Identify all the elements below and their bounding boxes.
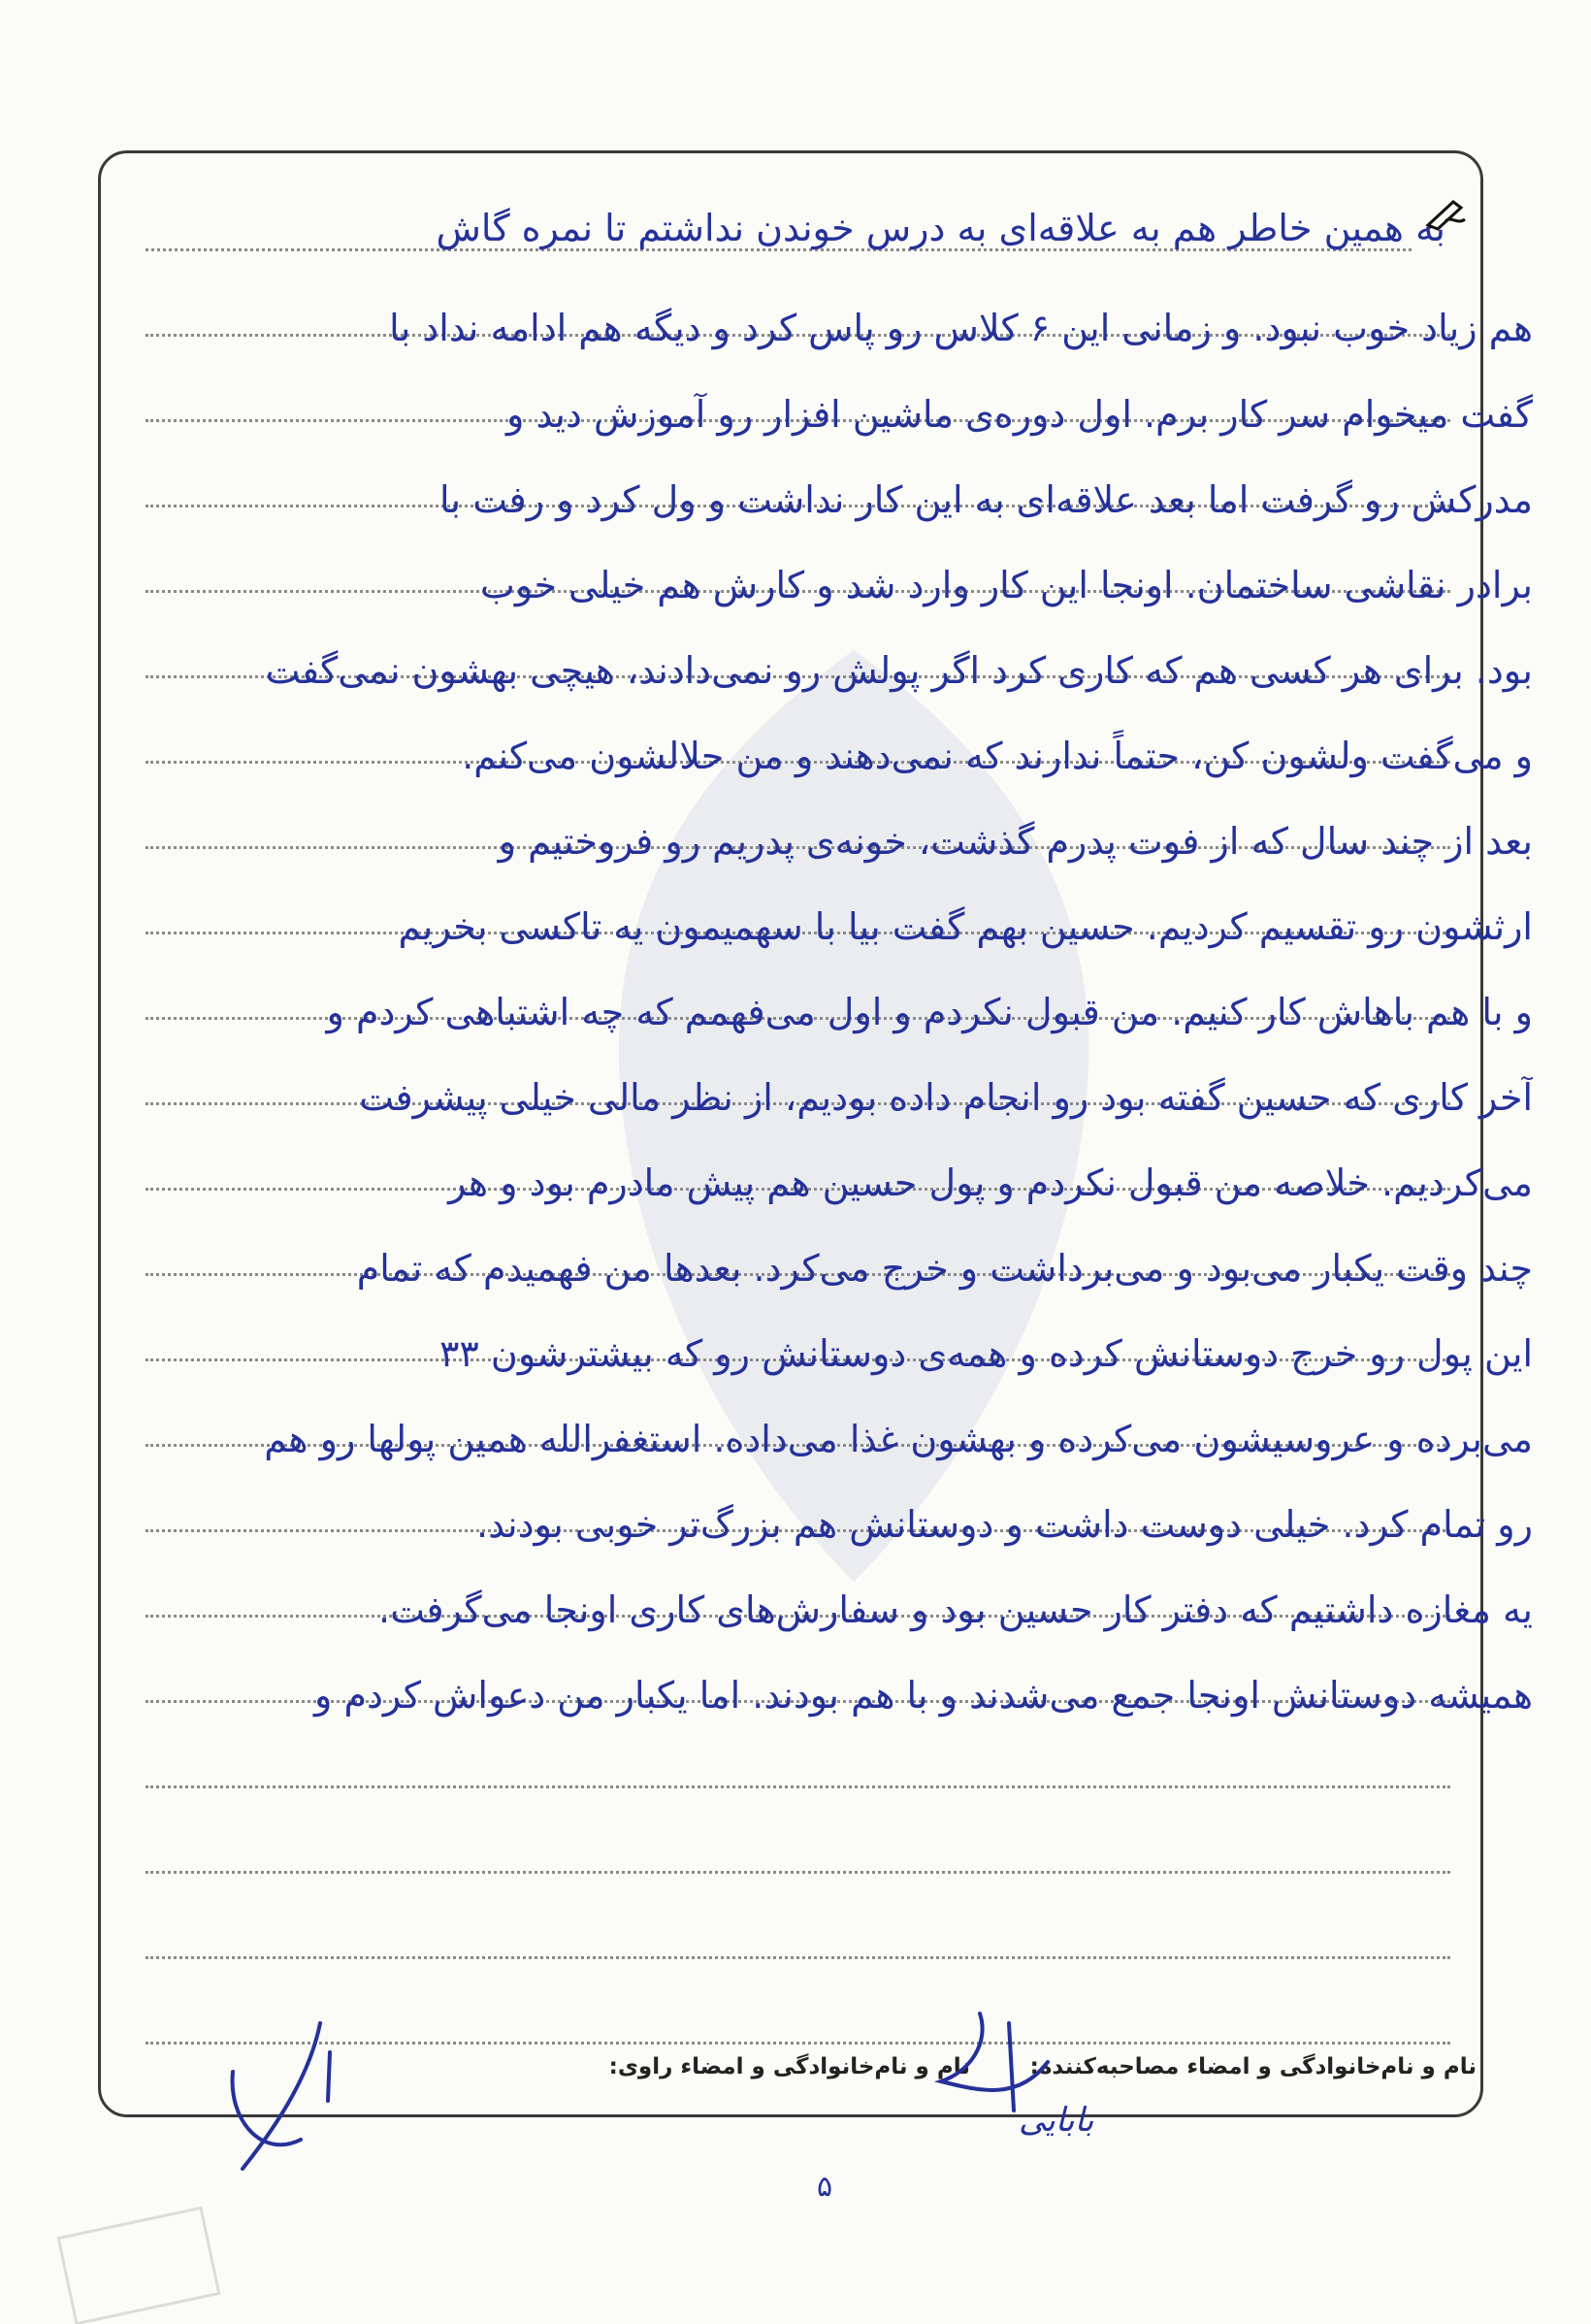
page-frame <box>98 150 1483 2117</box>
handwritten-line: ارثشون رو تقسیم کردیم. حسین بهم گفت بیا با سهمیمون یه تاکسی بخریم <box>398 905 1533 948</box>
handwritten-line: می‌برده و عروسیشون می‌کرده و بهشون غذا می‌داده. استغفرالله همین پولها رو هم <box>264 1418 1533 1460</box>
handwritten-line: مدرکش رو گرفت اما بعد علاقه‌ای به این کار نداشت و ول کرد و رفت با <box>438 478 1533 521</box>
writing-rule <box>146 1956 1450 1959</box>
writing-rule <box>146 1871 1450 1874</box>
handwritten-line: این پول رو خرج دوستانش کرده و همه‌ی دوستانش رو که بیشترشون ۳۳ <box>439 1332 1533 1375</box>
narrator-signature-label: نام و نام‌خانوادگی و امضاء راوی: <box>608 2054 970 2079</box>
handwritten-line: هم زیاد خوب نبود. و زمانی این ۶ کلاس رو پاس کرد و دیگه هم ادامه نداد با <box>389 307 1533 349</box>
handwritten-line: بود. برای هر کسی هم که کاری کرد اگر پولش رو نمی‌دادند، هیچی بهشون نمی‌گفت <box>265 649 1533 692</box>
narrator-signature <box>204 2013 369 2178</box>
handwritten-line: چند وقت یکبار می‌بود و می‌برداشت و خرج می‌کرد. بعدها من فهمیدم که تمام <box>356 1247 1533 1290</box>
page-number: ۵ <box>816 2170 833 2204</box>
handwritten-line: می‌کردیم. خلاصه من قبول نکردم و پول حسین هم پیش مادرم بود و هر <box>448 1162 1533 1204</box>
handwritten-line: به همین خاطر هم به علاقه‌ای به درس خوندن نداشتم تا نمره گاش <box>436 207 1445 249</box>
handwritten-line: رو تمام کرد. خیلی دوست داشت و دوستانش هم بزرگ‌تر خوبی بودند. <box>476 1503 1533 1546</box>
handwritten-line: و با هم باهاش کار کنیم. من قبول نکردم و اول می‌فهمم که چه اشتباهی کردم و <box>326 991 1533 1033</box>
handwritten-line: و می‌گفت ولشون کن، حتماً ندارند که نمی‌دهند و من حلالشون می‌کنم. <box>462 735 1533 777</box>
interviewer-signature-label: نام و نام‌خانوادگی و امضاء مصاحبه‌کننده: <box>1029 2054 1477 2079</box>
handwritten-line: بعد از چند سال که از فوت پدرم گذشت، خونه‌ی پدریم رو فروختیم و <box>498 820 1533 863</box>
handwritten-line: همیشه دوستانش اونجا جمع می‌شدند و با هم بودند. اما یکبار من دعواش کردم و <box>314 1674 1533 1717</box>
handwritten-line: یه مغازه داشتیم که دفتر کار حسین بود و سفارش‌های کاری اونجا می‌گرفت. <box>378 1588 1533 1631</box>
handwritten-line: گفت میخوام سر کار برم. اول دوره‌ی ماشین افزار رو آموزش دید و <box>506 393 1533 436</box>
interviewer-name-handwritten: بابایی <box>1019 2101 1094 2140</box>
writing-rule <box>146 1785 1450 1788</box>
handwritten-line: آخر کاری که حسین گفته بود رو انجام داده بودیم، از نظر مالی خیلی پیشرفت <box>359 1076 1533 1119</box>
faint-stamp <box>8 2203 250 2324</box>
handwritten-line: برادر نقاشی ساختمان. اونجا این کار وارد شد و کارش هم خیلی خوب <box>480 564 1533 606</box>
